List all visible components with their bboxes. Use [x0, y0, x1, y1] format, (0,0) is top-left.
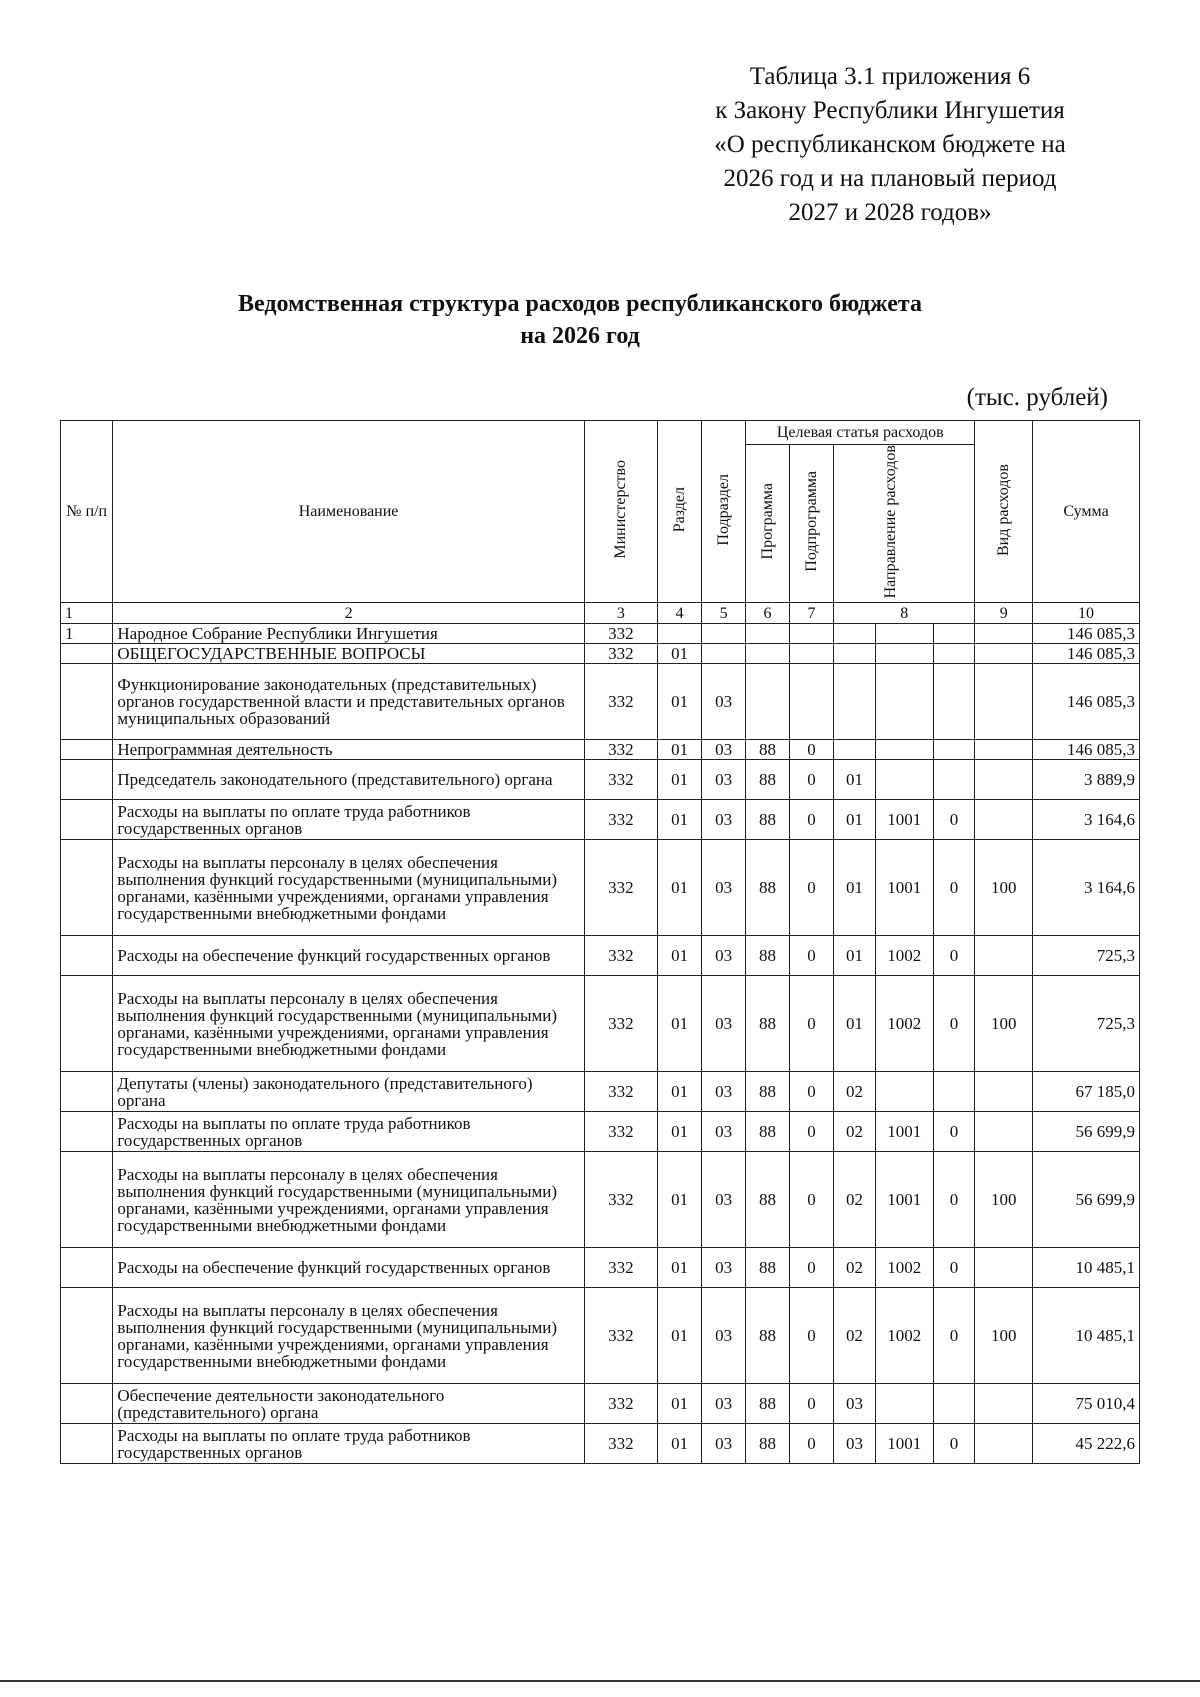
column-number: 8: [834, 603, 975, 624]
row-name: ОБЩЕГОСУДАРСТВЕННЫЕ ВОПРОСЫ: [113, 644, 584, 664]
table-row: [61, 840, 1140, 936]
row-name: Функционирование законодательных (представительных) органов государственной власти и представительных органов муниципальных образований: [113, 664, 584, 740]
row-number: [61, 1112, 113, 1152]
row-name: Расходы на выплаты по оплате труда работников государственных органов: [113, 1424, 584, 1464]
row-subprogram: 0: [790, 800, 834, 840]
header-sum: Сумма: [1033, 421, 1140, 603]
row-sum: 45 222,6: [1033, 1424, 1140, 1464]
row-subprogram: 0: [790, 1424, 834, 1464]
table-row: [61, 664, 1140, 740]
row-direction-2: 1002: [875, 976, 933, 1072]
row-subsection: 03: [702, 1072, 746, 1112]
table-row: [61, 800, 1140, 840]
row-ministry: 332: [584, 1288, 657, 1384]
row-sum: 146 085,3: [1033, 740, 1140, 760]
row-expense-type: [975, 1384, 1033, 1424]
row-program: 88: [746, 800, 790, 840]
row-name: Народное Собрание Республики Ингушетия: [113, 624, 584, 644]
row-subprogram: 0: [790, 740, 834, 760]
row-number: [61, 1384, 113, 1424]
row-program: 88: [746, 1248, 790, 1288]
row-direction-2: 1001: [875, 1112, 933, 1152]
row-sum: 146 085,3: [1033, 624, 1140, 644]
row-direction-1: 02: [834, 1072, 876, 1112]
column-number: 10: [1033, 603, 1140, 624]
row-ministry: 332: [584, 1384, 657, 1424]
row-direction-3: 0: [933, 936, 975, 976]
header-target-group: Целевая статья расходов: [746, 421, 975, 445]
row-number: [61, 1248, 113, 1288]
row-name: Расходы на обеспечение функций государственных органов: [113, 1248, 584, 1288]
row-section: 01: [658, 1384, 702, 1424]
row-number: [61, 760, 113, 800]
row-ministry: 332: [584, 740, 657, 760]
row-ministry: 332: [584, 624, 657, 644]
row-expense-type: [975, 800, 1033, 840]
row-subsection: 03: [702, 1152, 746, 1248]
row-subsection: 03: [702, 840, 746, 936]
row-program: 88: [746, 1112, 790, 1152]
row-name: Председатель законодательного (представительного) органа: [113, 760, 584, 800]
row-direction-3: [933, 760, 975, 800]
row-direction-1: 01: [834, 976, 876, 1072]
header-ministry: Министерство: [584, 421, 657, 603]
row-direction-1: [834, 740, 876, 760]
row-sum: 3 164,6: [1033, 800, 1140, 840]
row-subprogram: [790, 644, 834, 664]
header-expense-type: Вид расходов: [975, 421, 1033, 603]
row-section: 01: [658, 976, 702, 1072]
row-section: 01: [658, 1072, 702, 1112]
row-direction-3: [933, 624, 975, 644]
row-expense-type: [975, 644, 1033, 664]
row-subprogram: 0: [790, 976, 834, 1072]
row-subsection: 03: [702, 800, 746, 840]
row-direction-3: [933, 740, 975, 760]
row-ministry: 332: [584, 1248, 657, 1288]
units-label: (тыс. рублей): [966, 384, 1108, 411]
row-name: Расходы на выплаты по оплате труда работников государственных органов: [113, 1112, 584, 1152]
row-section: [658, 624, 702, 644]
appendix-line: «О республиканском бюджете на: [714, 131, 1066, 158]
row-sum: 10 485,1: [1033, 1248, 1140, 1288]
header-subsection: Подраздел: [702, 421, 746, 603]
row-section: 01: [658, 840, 702, 936]
row-number: [61, 1424, 113, 1464]
row-program: [746, 664, 790, 740]
row-direction-2: [875, 1072, 933, 1112]
row-direction-1: [834, 664, 876, 740]
column-number: 6: [746, 603, 790, 624]
row-subsection: [702, 644, 746, 664]
budget-table: [60, 420, 1140, 1464]
table-row: [61, 976, 1140, 1072]
row-direction-2: 1002: [875, 1248, 933, 1288]
row-expense-type: 100: [975, 976, 1033, 1072]
row-sum: 75 010,4: [1033, 1384, 1140, 1424]
document-title-line-2: на 2026 год: [520, 323, 640, 349]
row-direction-3: [933, 644, 975, 664]
column-number: 2: [113, 603, 584, 624]
row-expense-type: [975, 624, 1033, 644]
row-direction-2: [875, 664, 933, 740]
row-direction-3: [933, 664, 975, 740]
row-direction-1: 03: [834, 1384, 876, 1424]
row-direction-1: 03: [834, 1424, 876, 1464]
row-section: 01: [658, 936, 702, 976]
table-row: [61, 1112, 1140, 1152]
row-program: 88: [746, 760, 790, 800]
row-number: [61, 1072, 113, 1112]
row-program: 88: [746, 976, 790, 1072]
row-sum: 725,3: [1033, 976, 1140, 1072]
header-name: Наименование: [113, 421, 584, 603]
row-direction-2: [875, 760, 933, 800]
column-number: 5: [702, 603, 746, 624]
row-direction-3: 0: [933, 1152, 975, 1248]
row-ministry: 332: [584, 936, 657, 976]
table-row: [61, 760, 1140, 800]
row-expense-type: [975, 1424, 1033, 1464]
row-direction-3: [933, 1384, 975, 1424]
row-direction-1: 02: [834, 1288, 876, 1384]
appendix-line: к Закону Республики Ингушетия: [715, 97, 1065, 124]
row-subsection: 03: [702, 1384, 746, 1424]
row-name: Расходы на выплаты персоналу в целях обеспечения выполнения функций государственными (муниципальными) органами, казёнными учреждениями, органами управления государственными внебюджетными фондами: [113, 1288, 584, 1384]
row-subprogram: 0: [790, 1112, 834, 1152]
row-direction-1: 02: [834, 1152, 876, 1248]
row-section: 01: [658, 1248, 702, 1288]
row-direction-3: [933, 1072, 975, 1112]
row-section: 01: [658, 800, 702, 840]
row-number: [61, 840, 113, 936]
scan-edge-line: [0, 1680, 1200, 1682]
row-ministry: 332: [584, 1424, 657, 1464]
row-subsection: 03: [702, 740, 746, 760]
row-number: [61, 1152, 113, 1248]
row-direction-2: [875, 624, 933, 644]
row-number: [61, 936, 113, 976]
header-program: Программа: [746, 445, 790, 603]
row-program: [746, 644, 790, 664]
row-subprogram: 0: [790, 1072, 834, 1112]
appendix-reference: [680, 60, 1100, 230]
row-section: 01: [658, 664, 702, 740]
appendix-line: Таблица 3.1 приложения 6: [749, 63, 1031, 90]
row-direction-2: 1002: [875, 1288, 933, 1384]
row-section: 01: [658, 1424, 702, 1464]
row-program: 88: [746, 1072, 790, 1112]
row-subsection: 03: [702, 760, 746, 800]
table-header-row: [61, 421, 1140, 445]
row-direction-1: 01: [834, 800, 876, 840]
row-number: [61, 664, 113, 740]
row-direction-1: [834, 644, 876, 664]
table-row: [61, 740, 1140, 760]
row-name: Непрограммная деятельность: [113, 740, 584, 760]
row-section: 01: [658, 1112, 702, 1152]
column-number: 4: [658, 603, 702, 624]
row-direction-2: 1001: [875, 800, 933, 840]
row-direction-2: [875, 740, 933, 760]
row-subprogram: 0: [790, 760, 834, 800]
table-row: [61, 1152, 1140, 1248]
row-section: 01: [658, 1288, 702, 1384]
table-row: [61, 1248, 1140, 1288]
row-direction-2: 1001: [875, 1152, 933, 1248]
row-ministry: 332: [584, 644, 657, 664]
row-ministry: 332: [584, 1112, 657, 1152]
row-expense-type: [975, 1072, 1033, 1112]
row-sum: 146 085,3: [1033, 644, 1140, 664]
row-direction-3: 0: [933, 1112, 975, 1152]
row-subsection: 03: [702, 1248, 746, 1288]
row-name: Расходы на выплаты персоналу в целях обеспечения выполнения функций государственными (муниципальными) органами, казёнными учреждениями, органами управления государственными внебюджетными фондами: [113, 1152, 584, 1248]
row-number: [61, 1288, 113, 1384]
row-expense-type: [975, 664, 1033, 740]
row-number: [61, 976, 113, 1072]
row-number: [61, 644, 113, 664]
row-expense-type: [975, 740, 1033, 760]
row-direction-2: 1001: [875, 840, 933, 936]
row-direction-1: 02: [834, 1248, 876, 1288]
row-expense-type: 100: [975, 1288, 1033, 1384]
row-direction-2: 1002: [875, 936, 933, 976]
column-number: 3: [584, 603, 657, 624]
row-direction-2: [875, 1384, 933, 1424]
row-ministry: 332: [584, 800, 657, 840]
appendix-line: 2027 и 2028 годов»: [788, 199, 992, 226]
row-expense-type: [975, 760, 1033, 800]
header-num: № п/п: [61, 421, 113, 603]
row-direction-3: 0: [933, 840, 975, 936]
header-subprogram: Подпрограмма: [790, 445, 834, 603]
row-name: Расходы на выплаты персоналу в целях обеспечения выполнения функций государственными (муниципальными) органами, казёнными учреждениями, органами управления государственными внебюджетными фондами: [113, 976, 584, 1072]
row-number: [61, 800, 113, 840]
row-subprogram: [790, 624, 834, 644]
row-expense-type: [975, 936, 1033, 976]
row-expense-type: 100: [975, 1152, 1033, 1248]
row-direction-3: 0: [933, 1424, 975, 1464]
row-direction-1: 01: [834, 840, 876, 936]
row-subprogram: 0: [790, 1248, 834, 1288]
row-ministry: 332: [584, 840, 657, 936]
row-subsection: 03: [702, 976, 746, 1072]
row-subsection: 03: [702, 1288, 746, 1384]
appendix-line: 2026 год и на плановый период: [723, 165, 1057, 192]
row-program: 88: [746, 1288, 790, 1384]
row-sum: 146 085,3: [1033, 664, 1140, 740]
row-subsection: 03: [702, 1112, 746, 1152]
column-number: 7: [790, 603, 834, 624]
row-sum: 10 485,1: [1033, 1288, 1140, 1384]
row-expense-type: 100: [975, 840, 1033, 936]
row-program: 88: [746, 936, 790, 976]
row-subsection: 03: [702, 936, 746, 976]
row-expense-type: [975, 1112, 1033, 1152]
row-number: 1: [61, 624, 113, 644]
row-direction-1: 01: [834, 936, 876, 976]
table-row: [61, 1424, 1140, 1464]
row-direction-3: 0: [933, 1288, 975, 1384]
row-program: [746, 624, 790, 644]
table-row: [61, 624, 1140, 644]
header-section: Раздел: [658, 421, 702, 603]
row-expense-type: [975, 1248, 1033, 1288]
column-number-row: [61, 603, 1140, 624]
row-sum: 725,3: [1033, 936, 1140, 976]
row-name: Депутаты (члены) законодательного (представительного) органа: [113, 1072, 584, 1112]
row-subsection: 03: [702, 664, 746, 740]
row-section: 01: [658, 1152, 702, 1248]
row-direction-2: [875, 644, 933, 664]
row-direction-1: 01: [834, 760, 876, 800]
row-ministry: 332: [584, 664, 657, 740]
row-sum: 67 185,0: [1033, 1072, 1140, 1112]
row-subprogram: 0: [790, 936, 834, 976]
row-name: Расходы на обеспечение функций государственных органов: [113, 936, 584, 976]
column-number: 1: [61, 603, 113, 624]
row-sum: 56 699,9: [1033, 1152, 1140, 1248]
row-program: 88: [746, 1424, 790, 1464]
row-program: 88: [746, 840, 790, 936]
row-ministry: 332: [584, 760, 657, 800]
row-section: 01: [658, 760, 702, 800]
table-row: [61, 1288, 1140, 1384]
row-subprogram: 0: [790, 1152, 834, 1248]
row-name: Расходы на выплаты персоналу в целях обеспечения выполнения функций государственными (муниципальными) органами, казёнными учреждениями, органами управления государственными внебюджетными фондами: [113, 840, 584, 936]
row-subprogram: 0: [790, 1384, 834, 1424]
row-ministry: 332: [584, 976, 657, 1072]
row-subsection: 03: [702, 1424, 746, 1464]
row-subprogram: [790, 664, 834, 740]
table-row: [61, 1384, 1140, 1424]
row-number: [61, 740, 113, 760]
row-subprogram: 0: [790, 840, 834, 936]
row-sum: 56 699,9: [1033, 1112, 1140, 1152]
table-row: [61, 936, 1140, 976]
header-direction: Направление расходов: [834, 445, 975, 603]
row-direction-1: 02: [834, 1112, 876, 1152]
row-sum: 3 889,9: [1033, 760, 1140, 800]
document-title: [130, 288, 1030, 352]
row-subsection: [702, 624, 746, 644]
column-number: 9: [975, 603, 1033, 624]
row-name: Обеспечение деятельности законодательного (представительного) органа: [113, 1384, 584, 1424]
row-direction-3: 0: [933, 976, 975, 1072]
table-row: [61, 644, 1140, 664]
row-section: 01: [658, 740, 702, 760]
row-program: 88: [746, 740, 790, 760]
row-ministry: 332: [584, 1072, 657, 1112]
row-program: 88: [746, 1384, 790, 1424]
row-direction-2: 1001: [875, 1424, 933, 1464]
row-sum: 3 164,6: [1033, 840, 1140, 936]
table-row: [61, 1072, 1140, 1112]
row-program: 88: [746, 1152, 790, 1248]
row-direction-1: [834, 624, 876, 644]
row-direction-3: 0: [933, 800, 975, 840]
row-section: 01: [658, 644, 702, 664]
document-title-line-1: Ведомственная структура расходов республиканского бюджета: [238, 291, 922, 317]
row-name: Расходы на выплаты по оплате труда работников государственных органов: [113, 800, 584, 840]
row-direction-3: 0: [933, 1248, 975, 1288]
row-ministry: 332: [584, 1152, 657, 1248]
row-subprogram: 0: [790, 1288, 834, 1384]
